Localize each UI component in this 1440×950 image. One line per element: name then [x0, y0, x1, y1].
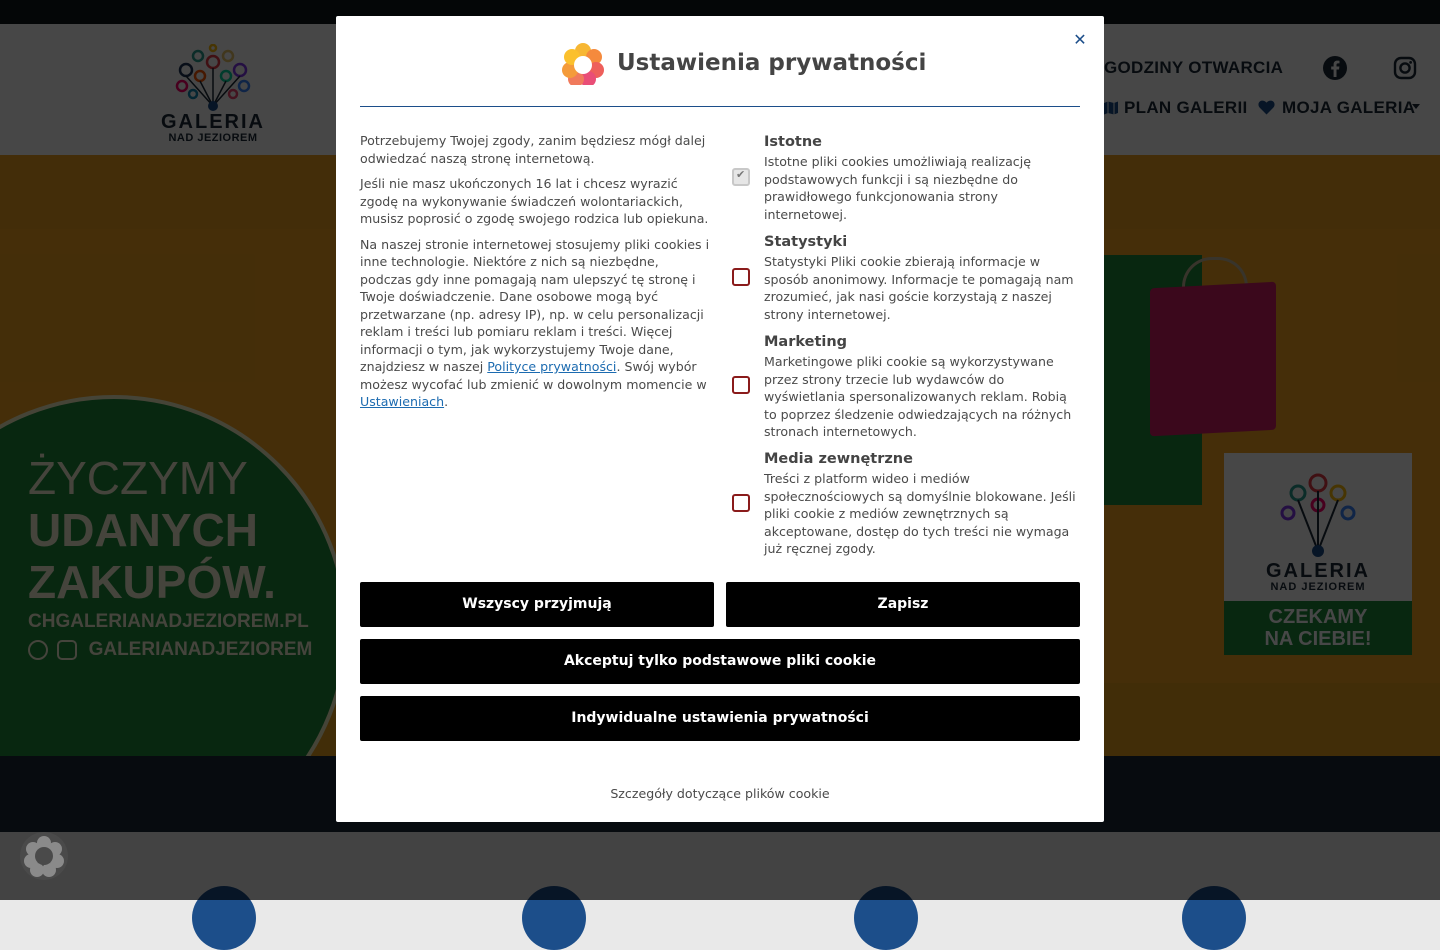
- save-button[interactable]: Zapisz: [726, 582, 1080, 627]
- category-title: Media zewnętrzne: [764, 451, 913, 467]
- intro-paragraph: Jeśli nie masz ukończonych 16 lat i chcesz wyrazić zgodę na wykonywanie świadczeń wolontariackich, musisz poprosić o zgodę swojego rodzica lub opiekuna.: [360, 176, 709, 226]
- category-description: Treści z platform wideo i mediów społecznościowych są domyślnie blokowane. Jeśli pliki cookie z mediów zewnętrznych są akceptowane, dostęp do tych treści nie wymaga już ręcznej zgody.: [764, 471, 1076, 556]
- settings-link[interactable]: Ustawieniach: [360, 394, 445, 409]
- cookie-settings-icon: [20, 832, 68, 880]
- cookie-settings-button[interactable]: [20, 832, 68, 880]
- accept-all-button[interactable]: Wszyscy przyjmują: [360, 582, 714, 627]
- privacy-settings-modal: [336, 16, 1104, 822]
- individual-settings-button[interactable]: Indywidualne ustawienia prywatności: [360, 696, 1080, 741]
- modal-title: Ustawienia prywatności: [617, 50, 927, 76]
- privacy-logo-icon: [562, 43, 604, 85]
- title-divider: [360, 106, 1080, 107]
- category-title: Marketing: [764, 334, 848, 350]
- essential-checkbox: [732, 168, 750, 186]
- external-media-checkbox[interactable]: [732, 494, 750, 512]
- statistics-checkbox[interactable]: [732, 268, 750, 286]
- accept-essential-button[interactable]: Akceptuj tylko podstawowe pliki cookie: [360, 639, 1080, 684]
- close-icon[interactable]: ✕: [1073, 30, 1087, 49]
- marketing-checkbox[interactable]: [732, 376, 750, 394]
- category-description: Statystyki Pliki cookie zbierają informacje w sposób anonimowy. Informacje te pomagają nam zrozumieć, jak nasi goście korzystają z naszej strony internetowej.: [764, 254, 1074, 322]
- intro-text: [360, 132, 712, 419]
- intro-paragraph: Potrzebujemy Twojej zgody, zanim będziesz mógł dalej odwiedzać naszą stronę internetową.: [360, 133, 706, 166]
- category-description: Istotne pliki cookies umożliwiają realizację podstawowych funkcji i są niezbędne do prawidłowego funkcjonowania strony internetowej.: [764, 154, 1031, 222]
- category-title: Istotne: [764, 134, 823, 150]
- category-title: Statystyki: [764, 234, 848, 250]
- cookie-details-link[interactable]: Szczegóły dotyczące plików cookie: [610, 786, 830, 801]
- intro-paragraph: Na naszej stronie internetowej stosujemy pliki cookies i inne technologie. Niektóre z nich są niezbędne, podczas gdy inne pomagają nam ulepszyć tę stronę i Twoje doświadczenie. Dane osobowe mogą być przetwarzane (np. adresy IP), np. w celu personalizacji reklam i treści lub pomiaru reklam i treści. Więcej informacji o tym, jak wykorzystujemy Twoje dane, znajdziesz w naszej Polityce prywatności. Swój wybór możesz wycofać lub zmienić w dowolnym momencie w Ustawieniach.: [360, 236, 710, 409]
- category-description: Marketingowe pliki cookie są wykorzystywane przez strony trzecie lub wydawców do wyświetlania spersonalizowanych reklam. Robią to poprzez śledzenie odwiedzających na różnych stronach internetowych.: [764, 354, 1072, 439]
- privacy-policy-link[interactable]: Polityce prywatności: [487, 359, 617, 374]
